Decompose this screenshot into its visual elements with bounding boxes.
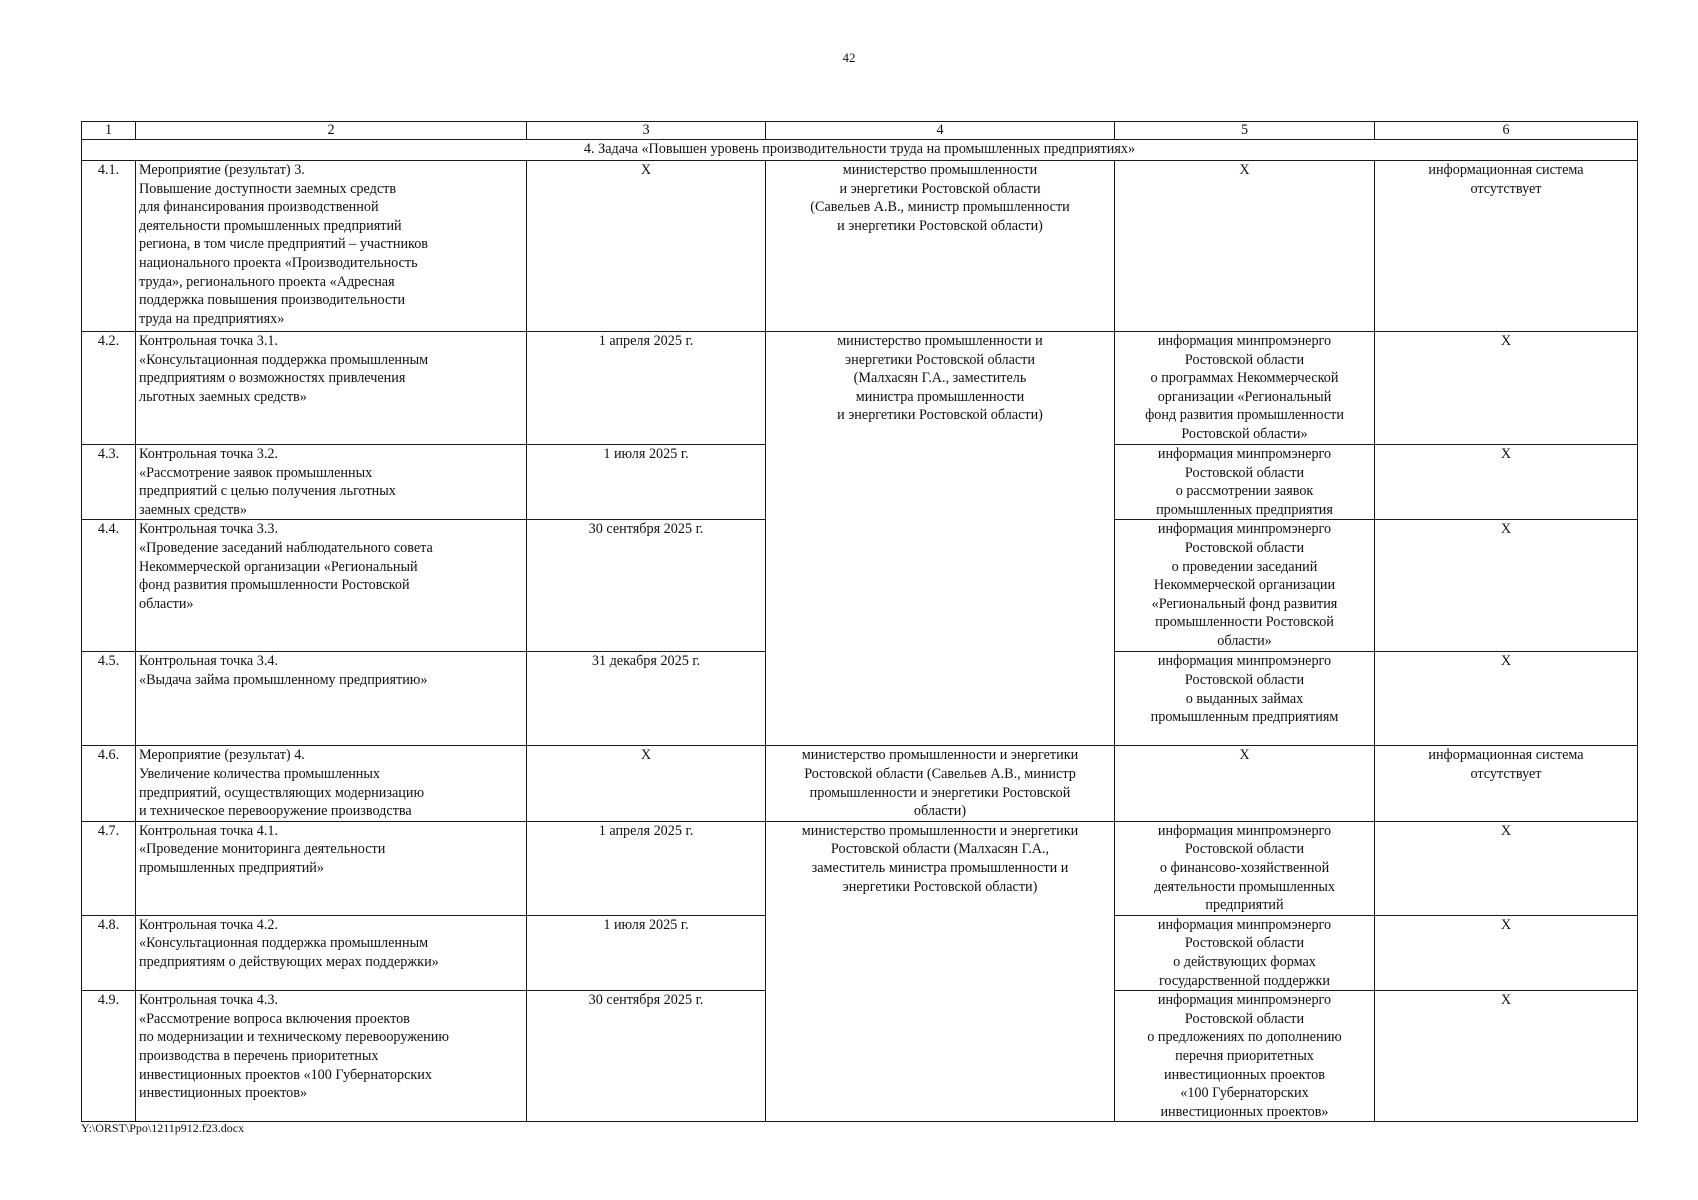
cell-text-line: инвестиционных проектов [1164, 1066, 1325, 1083]
cell-text-line: государственной поддержки [1158, 972, 1331, 989]
cell-text-line: Ростовской области [1184, 1010, 1305, 1027]
info-system: X [1375, 520, 1638, 652]
responsible [766, 746, 1115, 821]
cell-text-line: (Малхасян Г.А., заместитель [853, 370, 1027, 387]
cell-text-line: министра промышленности [855, 388, 1025, 405]
row-number: 4.1. [82, 161, 136, 332]
cell-text-line: Ростовской области [1184, 351, 1305, 368]
event-name [136, 332, 527, 445]
deadline: 30 сентября 2025 г. [527, 991, 766, 1122]
column-header: 1 [82, 122, 136, 140]
cell-text-line: информация минпромэнерго [1157, 653, 1332, 670]
column-header: 3 [527, 122, 766, 140]
document-type [1115, 915, 1375, 990]
cell-text-line: и техническое перевооружение производства [139, 803, 412, 820]
deadline: 30 сентября 2025 г. [527, 520, 766, 652]
row-number: 4.2. [82, 332, 136, 445]
cell-text-line: информация минпромэнерго [1157, 521, 1332, 538]
info-system [1375, 746, 1638, 821]
cell-text-line: «Рассмотрение вопроса включения проектов [139, 1010, 410, 1027]
cell-text-line: и энергетики Ростовской области [839, 180, 1041, 197]
event-name [136, 915, 527, 990]
info-system: X [1375, 445, 1638, 520]
cell-text-line: энергетики Ростовской области) [842, 878, 1038, 895]
responsible [766, 161, 1115, 332]
cell-text-line: (Савельев А.В., министр промышленности [810, 199, 1070, 216]
file-path-footer: Y:\ORST\Ppo\1211p912.f23.docx [81, 1121, 245, 1135]
cell-text-line: заместитель министра промышленности и [811, 859, 1069, 876]
cell-text-line: информация минпромэнерго [1157, 446, 1332, 462]
cell-text-line: области) [913, 803, 967, 820]
cell-text-line: информационная система [1428, 747, 1584, 764]
column-header: 2 [136, 122, 527, 140]
cell-text-line: Ростовской области [1184, 935, 1305, 952]
row-number: 4.9. [82, 991, 136, 1122]
cell-text-line: Ростовской области [1184, 671, 1305, 688]
cell-text-line: министерство промышленности и [837, 333, 1043, 349]
cell-text-line: инвестиционных проектов» [139, 1085, 308, 1102]
cell-text-line: Некоммерческой организации [1153, 577, 1336, 594]
cell-text-line: промышленных предприятия [1156, 501, 1333, 518]
cell-text-line: труда», регионального проекта «Адресная [139, 273, 395, 290]
cell-text-line: льготных заемных средств» [139, 388, 307, 405]
cell-text-line: предприятиям о действующих мерах поддержки» [139, 953, 439, 970]
cell-text-line: о рассмотрении заявок [1175, 483, 1314, 500]
cell-text-line: предприятиям о возможностях привлечения [139, 370, 406, 387]
deadline: 1 июля 2025 г. [527, 915, 766, 990]
cell-text-line: деятельности промышленных предприятий [139, 217, 402, 234]
cell-text-line: предприятий [1205, 897, 1284, 914]
cell-text-line: организации «Региональный [1157, 388, 1332, 405]
plan-table [81, 121, 1638, 1122]
row-number: 4.6. [82, 746, 136, 821]
column-header: 4 [766, 122, 1115, 140]
cell-text-line: промышленных предприятий» [139, 859, 324, 876]
cell-text-line: Контрольная точка 4.3. [139, 992, 279, 1009]
cell-text-line: «Проведение мониторинга деятельности [139, 841, 386, 858]
document-type: X [1115, 161, 1375, 332]
cell-text-line: энергетики Ростовской области [845, 351, 1035, 368]
cell-text-line: для финансирования производственной [139, 199, 379, 216]
table-row [82, 821, 1638, 915]
info-system [1375, 161, 1638, 332]
cell-text-line: Ростовской области (Малхасян Г.А., [830, 841, 1050, 858]
cell-text-line: Ростовской области [1184, 464, 1305, 481]
cell-text-line: о финансово-хозяйственной [1159, 859, 1330, 876]
cell-text-line: труда на предприятиях» [139, 310, 285, 327]
cell-text-line: Мероприятие (результат) 4. [139, 747, 305, 764]
deadline: 1 апреля 2025 г. [527, 332, 766, 445]
cell-text-line: «Консультационная поддержка промышленным [139, 351, 429, 368]
event-name [136, 161, 527, 332]
cell-text-line: отсутствует [1470, 765, 1542, 782]
deadline: 31 декабря 2025 г. [527, 652, 766, 746]
cell-text-line: области» [139, 595, 194, 612]
responsible [766, 332, 1115, 746]
cell-text-line: инвестиционных проектов» [1160, 1103, 1329, 1120]
cell-text-line: Ростовской области [1184, 841, 1305, 858]
cell-text-line: инвестиционных проектов «100 Губернаторских [139, 1066, 432, 1083]
cell-text-line: области» [1217, 632, 1272, 649]
event-name [136, 821, 527, 915]
event-name [136, 746, 527, 821]
info-system: X [1375, 991, 1638, 1122]
table-row [82, 746, 1638, 821]
cell-text-line: «Проведение заседаний наблюдательного совета [139, 539, 433, 556]
event-name [136, 445, 527, 520]
document-type [1115, 445, 1375, 520]
page-number: 42 [842, 50, 856, 65]
cell-text-line: и энергетики Ростовской области) [837, 217, 1043, 234]
cell-text-line: о программах Некоммерческой [1150, 370, 1339, 387]
info-system: X [1375, 915, 1638, 990]
document-type [1115, 332, 1375, 445]
section-title: 4. Задача «Повышен уровень производительности труда на промышленных предприятиях» [82, 140, 1638, 161]
document-type [1115, 652, 1375, 746]
cell-text-line: «Региональный фонд развития [1151, 595, 1338, 612]
cell-text-line: Контрольная точка 3.2. [139, 446, 279, 462]
cell-text-line: промышленным предприятиям [1150, 709, 1339, 726]
row-number: 4.3. [82, 445, 136, 520]
cell-text-line: информация минпромэнерго [1157, 822, 1332, 839]
cell-text-line: и энергетики Ростовской области) [837, 407, 1043, 424]
section-row [82, 140, 1638, 161]
document-type [1115, 520, 1375, 652]
cell-text-line: Некоммерческой организации «Региональный [139, 558, 418, 575]
cell-text-line: Ростовской области [1184, 539, 1305, 556]
cell-text-line: Контрольная точка 3.3. [139, 521, 279, 538]
cell-text-line: производства в перечень приоритетных [139, 1047, 379, 1064]
cell-text-line: деятельности промышленных [1154, 878, 1335, 895]
document-type [1115, 821, 1375, 915]
cell-text-line: информация минпромэнерго [1157, 992, 1332, 1009]
cell-text-line: национального проекта «Производительность [139, 254, 418, 271]
cell-text-line: Контрольная точка 3.1. [139, 333, 279, 349]
cell-text-line: отсутствует [1470, 180, 1542, 197]
cell-text-line: информация минпромэнерго [1157, 333, 1332, 349]
cell-text-line: «Консультационная поддержка промышленным [139, 935, 429, 952]
cell-text-line: заемных средств» [139, 501, 247, 518]
cell-text-line: Мероприятие (результат) 3. [139, 162, 305, 178]
cell-text-line: промышленности Ростовской [1155, 614, 1334, 631]
cell-text-line: Контрольная точка 4.1. [139, 822, 279, 839]
column-header: 6 [1375, 122, 1638, 140]
cell-text-line: фонд развития промышленности Ростовской [139, 577, 410, 594]
column-header: 5 [1115, 122, 1375, 140]
cell-text-line: о выданных займах [1185, 690, 1304, 707]
cell-text-line: Контрольная точка 4.2. [139, 916, 279, 933]
cell-text-line: перечня приоритетных [1175, 1047, 1314, 1064]
cell-text-line: информационная система [1428, 162, 1584, 178]
cell-text-line: о проведении заседаний [1171, 558, 1318, 575]
cell-text-line: информация минпромэнерго [1157, 916, 1332, 933]
document-type [1115, 991, 1375, 1122]
row-number: 4.7. [82, 821, 136, 915]
cell-text-line: промышленности и энергетики Ростовской [809, 784, 1071, 801]
event-name [136, 652, 527, 746]
event-name [136, 520, 527, 652]
responsible [766, 821, 1115, 1122]
cell-text-line: Ростовской области (Савельев А.В., министр [804, 765, 1076, 782]
deadline: 1 июля 2025 г. [527, 445, 766, 520]
cell-text-line: министерство промышленности и энергетики [801, 747, 1079, 764]
table-row [82, 161, 1638, 332]
cell-text-line: фонд развития промышленности [1145, 407, 1344, 424]
deadline: 1 апреля 2025 г. [527, 821, 766, 915]
event-name [136, 991, 527, 1122]
info-system: X [1375, 821, 1638, 915]
cell-text-line: о действующих формах [1173, 953, 1316, 970]
row-number: 4.4. [82, 520, 136, 652]
cell-text-line: министерство промышленности [842, 162, 1038, 178]
cell-text-line: министерство промышленности и энергетики [801, 822, 1079, 839]
row-number: 4.5. [82, 652, 136, 746]
table-row [82, 332, 1638, 445]
cell-text-line: Ростовской области» [1181, 425, 1308, 442]
cell-text-line: Контрольная точка 3.4. [139, 653, 279, 670]
cell-text-line: Увеличение количества промышленных [139, 765, 381, 782]
cell-text-line: предприятий с целью получения льготных [139, 483, 396, 500]
info-system: X [1375, 652, 1638, 746]
cell-text-line: о предложениях по дополнению [1147, 1029, 1342, 1046]
cell-text-line: по модернизации и техническому перевооружению [139, 1029, 449, 1046]
cell-text-line: предприятий, осуществляющих модернизацию [139, 784, 425, 801]
deadline: X [527, 161, 766, 332]
deadline: X [527, 746, 766, 821]
column-number-row [82, 122, 1638, 140]
info-system: X [1375, 332, 1638, 445]
cell-text-line: Повышение доступности заемных средств [139, 180, 397, 197]
document-type: X [1115, 746, 1375, 821]
cell-text-line: поддержка повышения производительности [139, 292, 406, 309]
row-number: 4.8. [82, 915, 136, 990]
cell-text-line: «Рассмотрение заявок промышленных [139, 464, 373, 481]
cell-text-line: «Выдача займа промышленному предприятию» [139, 671, 428, 688]
cell-text-line: «100 Губернаторских [1180, 1085, 1309, 1102]
cell-text-line: региона, в том числе предприятий – участников [139, 236, 428, 253]
